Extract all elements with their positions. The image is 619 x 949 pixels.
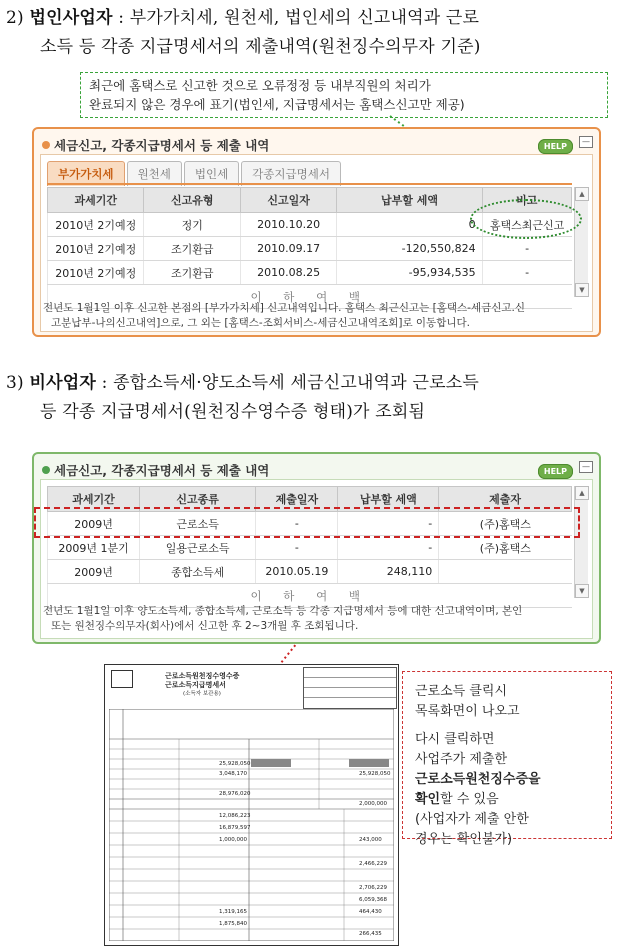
- form-grid: [109, 709, 394, 941]
- cell: (주)홈택스: [439, 512, 572, 536]
- panel2-scrollbar[interactable]: [574, 486, 588, 598]
- col-tax: 납부할 세액: [338, 487, 439, 512]
- panel2-footnote-line2: 또는 원천징수의무자(회사)에서 신고한 후 2~3개월 후 조회됩니다.: [51, 620, 359, 632]
- col-submitter: 제출자: [439, 487, 572, 512]
- section-2-number: 2): [6, 8, 24, 28]
- table-row[interactable]: [48, 560, 572, 584]
- panel2-footnote-line1: 전년도 1월1일 이후 양도소득세, 종합소득세, 근로소득 등 각종 지급명세서 등에 대한 신고내역이며, 본인: [43, 605, 523, 617]
- red-note-line6: [415, 790, 599, 810]
- panel2-table: [47, 486, 572, 608]
- red-note-line8: 경우는 확인불가): [415, 832, 513, 847]
- tax-report-panel-individual: [32, 452, 601, 644]
- cell: -: [256, 512, 338, 536]
- green-note-line2: 완료되지 않은 경우에 표기(법인세, 지급명세서는 홈택스신고만 제공): [89, 97, 465, 112]
- scroll-down-icon[interactable]: ▼: [575, 283, 589, 297]
- cell: 종합소득세: [140, 560, 256, 584]
- blank-row-text: 이 하 여 백: [48, 584, 572, 608]
- bullet-icon: [42, 141, 50, 149]
- col-period: 과세기간: [48, 487, 140, 512]
- form-value: 25,928,050: [219, 761, 251, 767]
- red-note-line3: 다시 클릭하면: [415, 732, 495, 747]
- form-value: 2,000,000: [359, 801, 387, 807]
- section-3-heading: [6, 369, 614, 427]
- tab-vat[interactable]: 부가가치세: [47, 161, 125, 186]
- form-stamp-box: [111, 670, 133, 688]
- panel1-title-text: 세금신고, 각종지급명세서 등 제출 내역: [54, 138, 270, 153]
- bullet-icon: [42, 466, 50, 474]
- red-note-line5: 근로소득원천징수증을: [415, 772, 541, 787]
- cell: -: [338, 512, 439, 536]
- cell: 2010년 2기예정: [48, 213, 144, 237]
- cell: -95,934,535: [337, 261, 482, 285]
- section-2-text-line1: : 부가가치세, 원천세, 법인세의 신고내역과 근로: [112, 8, 480, 28]
- form-value: 2,706,229: [359, 885, 387, 891]
- minimize-icon[interactable]: —: [579, 461, 593, 473]
- scroll-down-icon[interactable]: ▼: [575, 584, 589, 598]
- form-value: 3,048,170: [219, 771, 247, 777]
- form-title1: 근로소득원천징수영수증: [165, 672, 240, 680]
- cell[interactable]: 근로소득: [140, 512, 256, 536]
- col-note: 비고: [482, 188, 571, 213]
- help-label: HELP: [538, 139, 573, 154]
- form-value: 2,466,229: [359, 861, 387, 867]
- table-row[interactable]: [48, 237, 572, 261]
- form-value: 266,435: [359, 931, 382, 937]
- form-value: 1,319,165: [219, 909, 247, 915]
- cell: 일용근로소득: [140, 536, 256, 560]
- col-type: 신고유형: [144, 188, 240, 213]
- blank-row-text: 이 하 여 백: [48, 285, 572, 309]
- form-value: 1,875,840: [219, 921, 247, 927]
- section-2-text-line2: 소득 등 각종 지급명세서의 제출내역(원천징수의무자 기준): [40, 37, 481, 57]
- table-row[interactable]: [48, 261, 572, 285]
- panel1-footnote-line2: 고분납부-나의신고내역]으로, 그 외는 [홈택스-조회서비스-세금신고내역조회]로 이동합니다.: [51, 317, 470, 329]
- panel1-scrollbar[interactable]: [574, 187, 588, 297]
- form-value: 1,000,000: [219, 837, 247, 843]
- red-note-line6-bold: 확인: [415, 792, 441, 807]
- form-header-box: [303, 667, 397, 709]
- cell: 홈택스최근신고: [482, 213, 571, 237]
- form-value: 28,976,020: [219, 791, 251, 797]
- minimize-icon[interactable]: —: [579, 136, 593, 148]
- panel1-title: [42, 136, 269, 154]
- help-label: HELP: [538, 464, 573, 479]
- cell: 2009년: [48, 560, 140, 584]
- cell: 2010.05.19: [256, 560, 338, 584]
- panel1-footnote-line1: 전년도 1월1일 이후 신고한 본점의 [부가가치세] 신고내역입니다. 홈택스 최근신고는 [홈택스-세금신고.신: [43, 302, 526, 314]
- scroll-up-icon[interactable]: ▲: [575, 187, 589, 201]
- cell: -: [482, 261, 571, 285]
- form-title2: 근로소득지급명세서: [165, 681, 226, 689]
- col-period: 과세기간: [48, 188, 144, 213]
- cell: -: [256, 536, 338, 560]
- panel2-title: [42, 461, 269, 479]
- red-note-line4: 사업주가 제출한: [415, 752, 508, 767]
- cell: 2010.09.17: [240, 237, 336, 261]
- cell: -: [338, 536, 439, 560]
- highlight-rectangle: [34, 507, 580, 538]
- red-note: [402, 671, 612, 847]
- cell: 조기환급: [144, 237, 240, 261]
- form-value: 464,430: [359, 909, 382, 915]
- cell: -120,550,824: [337, 237, 482, 261]
- form-value: 243,000: [359, 837, 382, 843]
- section-2-subject: 법인사업자: [29, 8, 113, 28]
- help-button[interactable]: [538, 459, 573, 478]
- panel1-footnote: [43, 301, 588, 331]
- cell: [439, 560, 572, 584]
- red-note-line2: 목록화면이 나오고: [415, 704, 520, 719]
- cell: 0: [337, 213, 482, 237]
- section-3-subject: 비사업자: [29, 373, 96, 393]
- cell: 2010.08.25: [240, 261, 336, 285]
- tab-withholding[interactable]: 원천세: [127, 161, 182, 186]
- green-note-line1: 최근에 홈택스로 신고한 것으로 오류정정 등 내부직원의 처리가: [89, 78, 431, 93]
- cell: -: [482, 237, 571, 261]
- cell: 248,110: [338, 560, 439, 584]
- form-value: 25,928,050: [359, 771, 391, 777]
- section-3-number: 3): [6, 373, 24, 393]
- col-tax: 납부할 세액: [337, 188, 482, 213]
- section-3-text-line1: : 종합소득세·양도소득세 세금신고내역과 근로소득: [95, 373, 479, 393]
- help-button[interactable]: [538, 134, 573, 153]
- cell: 2010년 2기예정: [48, 261, 144, 285]
- section-3-text-line2: 등 각종 지급명세서(원천징수영수증 형태)가 조회됨: [40, 402, 426, 422]
- panel2-title-text: 세금신고, 각종지급명세서 등 제출 내역: [54, 463, 270, 478]
- cell: 2010.10.20: [240, 213, 336, 237]
- col-kind: 신고종류: [140, 487, 256, 512]
- red-note-line6-rest: 할 수 있음: [440, 792, 499, 807]
- cell: 2009년: [48, 512, 140, 536]
- red-note-line1: 근로소득 클릭시: [415, 684, 508, 699]
- cell: 2009년 1분기: [48, 536, 140, 560]
- cell: 2010년 2기예정: [48, 237, 144, 261]
- red-note-line7: (사업자가 제출 안한: [415, 812, 529, 827]
- col-date: 신고일자: [240, 188, 336, 213]
- tab-statements[interactable]: 각종지급명세서: [241, 161, 341, 186]
- form-grid-lines: [109, 709, 394, 941]
- tab-corporate[interactable]: 법인세: [184, 161, 239, 186]
- table-row[interactable]: [48, 536, 572, 560]
- scroll-up-icon[interactable]: ▲: [575, 486, 589, 500]
- cell: (주)홈택스: [439, 536, 572, 560]
- tab-underline: [47, 183, 572, 185]
- form-value: 6,059,368: [359, 897, 387, 903]
- panel1-body: [40, 154, 593, 332]
- col-date: 제출일자: [256, 487, 338, 512]
- form-value: 12,086,223: [219, 813, 251, 819]
- highlight-ellipse: [470, 199, 582, 239]
- panel2-footnote: [43, 604, 588, 634]
- form-subtitle: (소득자 보관용): [183, 691, 221, 697]
- panel2-body: [40, 479, 593, 639]
- cell: 조기환급: [144, 261, 240, 285]
- form-value: 16,879,597: [219, 825, 251, 831]
- withholding-receipt-form: [104, 664, 399, 946]
- cell: 정기: [144, 213, 240, 237]
